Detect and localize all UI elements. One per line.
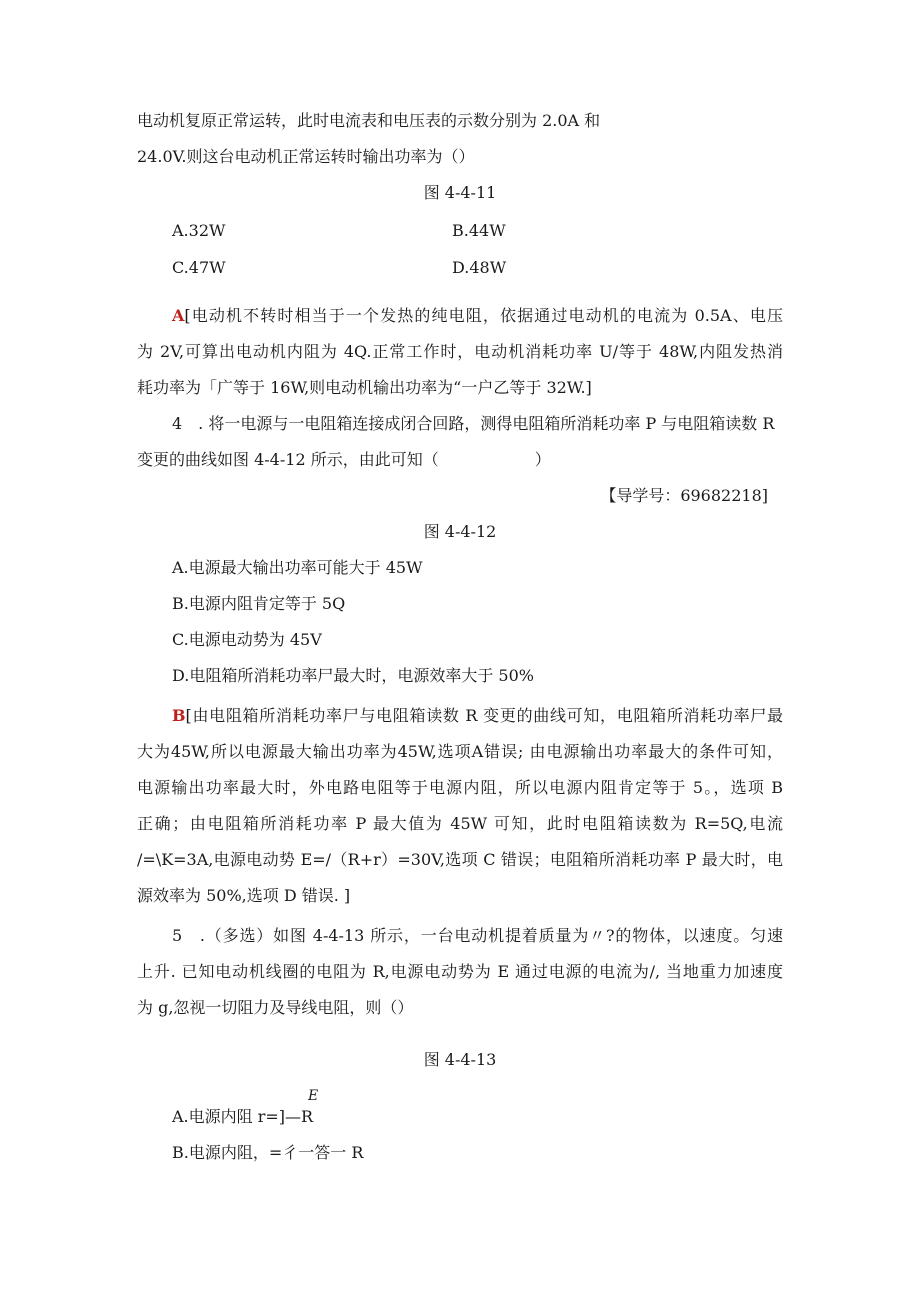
q4-line-1: 4 . 将一电源与一电阻箱连接成闭合回路，测得电阻箱所消耗功率 P 与电阻箱读数 R — [172, 414, 775, 433]
q3-answer-line-3: 耗功率为「广等于 16W,则电动机输出功率为“一户乙等于 32W.] — [137, 378, 592, 397]
figure-label-4-4-11: 图 4-4-11 — [423, 183, 497, 202]
figure-label-4-4-12: 图 4-4-12 — [423, 522, 497, 541]
q5-line-1: 5 .（多选）如图 4-4-13 所示，一台电动机提着质量为〃?的物体，以速度。匀速 — [172, 926, 783, 945]
q3-option-c: C.47W — [172, 258, 226, 277]
q3-option-d: D.48W — [452, 258, 507, 277]
figure-label-4-4-13: 图 4-4-13 — [423, 1050, 497, 1069]
q3-answer-text-1: [电动机不转时相当于一个发热的纯电阻，依据通过电动机的电流为 0.5A、电压 — [184, 306, 783, 325]
q3-line-1: 电动机复原正常运转，此时电流表和电压表的示数分别为 2.0A 和 — [137, 111, 601, 130]
q4-option-c: C.电源电动势为 45V — [172, 630, 322, 649]
q4-option-d: D.电阻箱所消耗功率尸最大时，电源效率大于 50% — [172, 666, 534, 685]
q4-answer-letter: B — [172, 706, 186, 725]
q4-answer-line-5: /=\K=3A,电源电动势 E=/（R+r）=30V,选项 C 错误；电阻箱所消耗功率 P 最大时，电 — [137, 850, 783, 869]
q3-option-a: A.32W — [172, 221, 226, 240]
guide-number: 【导学号：69682218] — [600, 486, 768, 505]
q4-line-2: 变更的曲线如图 4-4-12 所示，由此可知（ ） — [137, 450, 551, 469]
q4-answer-line-2: 大为45W,所以电源最大输出功率为45W,选项A错误; 由电源输出功率最大的条件可知， — [137, 742, 783, 761]
q5-line-2: 上升. 已知电动机线圈的电阻为 R,电源电动势为 E 通过电源的电流为/, 当地重力加速度 — [137, 962, 783, 981]
q4-option-a: A.电源最大输出功率可能大于 45W — [172, 558, 423, 577]
q5-line-3: 为 g,忽视一切阻力及导线电阻，则（） — [137, 998, 414, 1017]
q4-option-b: B.电源内阻肯定等于 5Q — [172, 594, 346, 613]
q5-option-a-superscript: E — [308, 1088, 319, 1104]
q4-answer-line-1 — [172, 705, 783, 727]
q4-answer-line-4: 正确；由电阻箱所消耗功率 P 最大值为 45W 可知，此时电阻箱读数为 R=5Q,电流 — [137, 814, 783, 833]
q3-answer-line-2: 为 2V,可算出电动机内阻为 4Q.正常工作时，电动机消耗功率 U/等于 48W,内阻发热消 — [137, 342, 783, 361]
q3-line-2: 24.0V.则这台电动机正常运转时输出功率为（） — [137, 147, 475, 166]
q3-answer-letter: A — [172, 306, 185, 325]
q3-option-b: B.44W — [452, 221, 506, 240]
q5-option-a: A.电源内阻 r=]—R — [172, 1107, 314, 1126]
q5-option-b: B.电源内阻，=彳一答一 R — [172, 1143, 364, 1162]
q4-answer-text-1: [由电阻箱所消耗功率尸与电阻箱读数 R 变更的曲线可知，电阻箱所消耗功率尸最 — [185, 706, 783, 725]
q4-answer-line-3: 电源输出功率最大时，外电路电阻等于电源内阻，所以电源内阻肯定等于 5。，选项 B — [137, 778, 783, 797]
q3-answer-line-1 — [172, 305, 783, 327]
q4-answer-line-6: 源效率为 50%,选项 D 错误. ] — [137, 886, 351, 905]
